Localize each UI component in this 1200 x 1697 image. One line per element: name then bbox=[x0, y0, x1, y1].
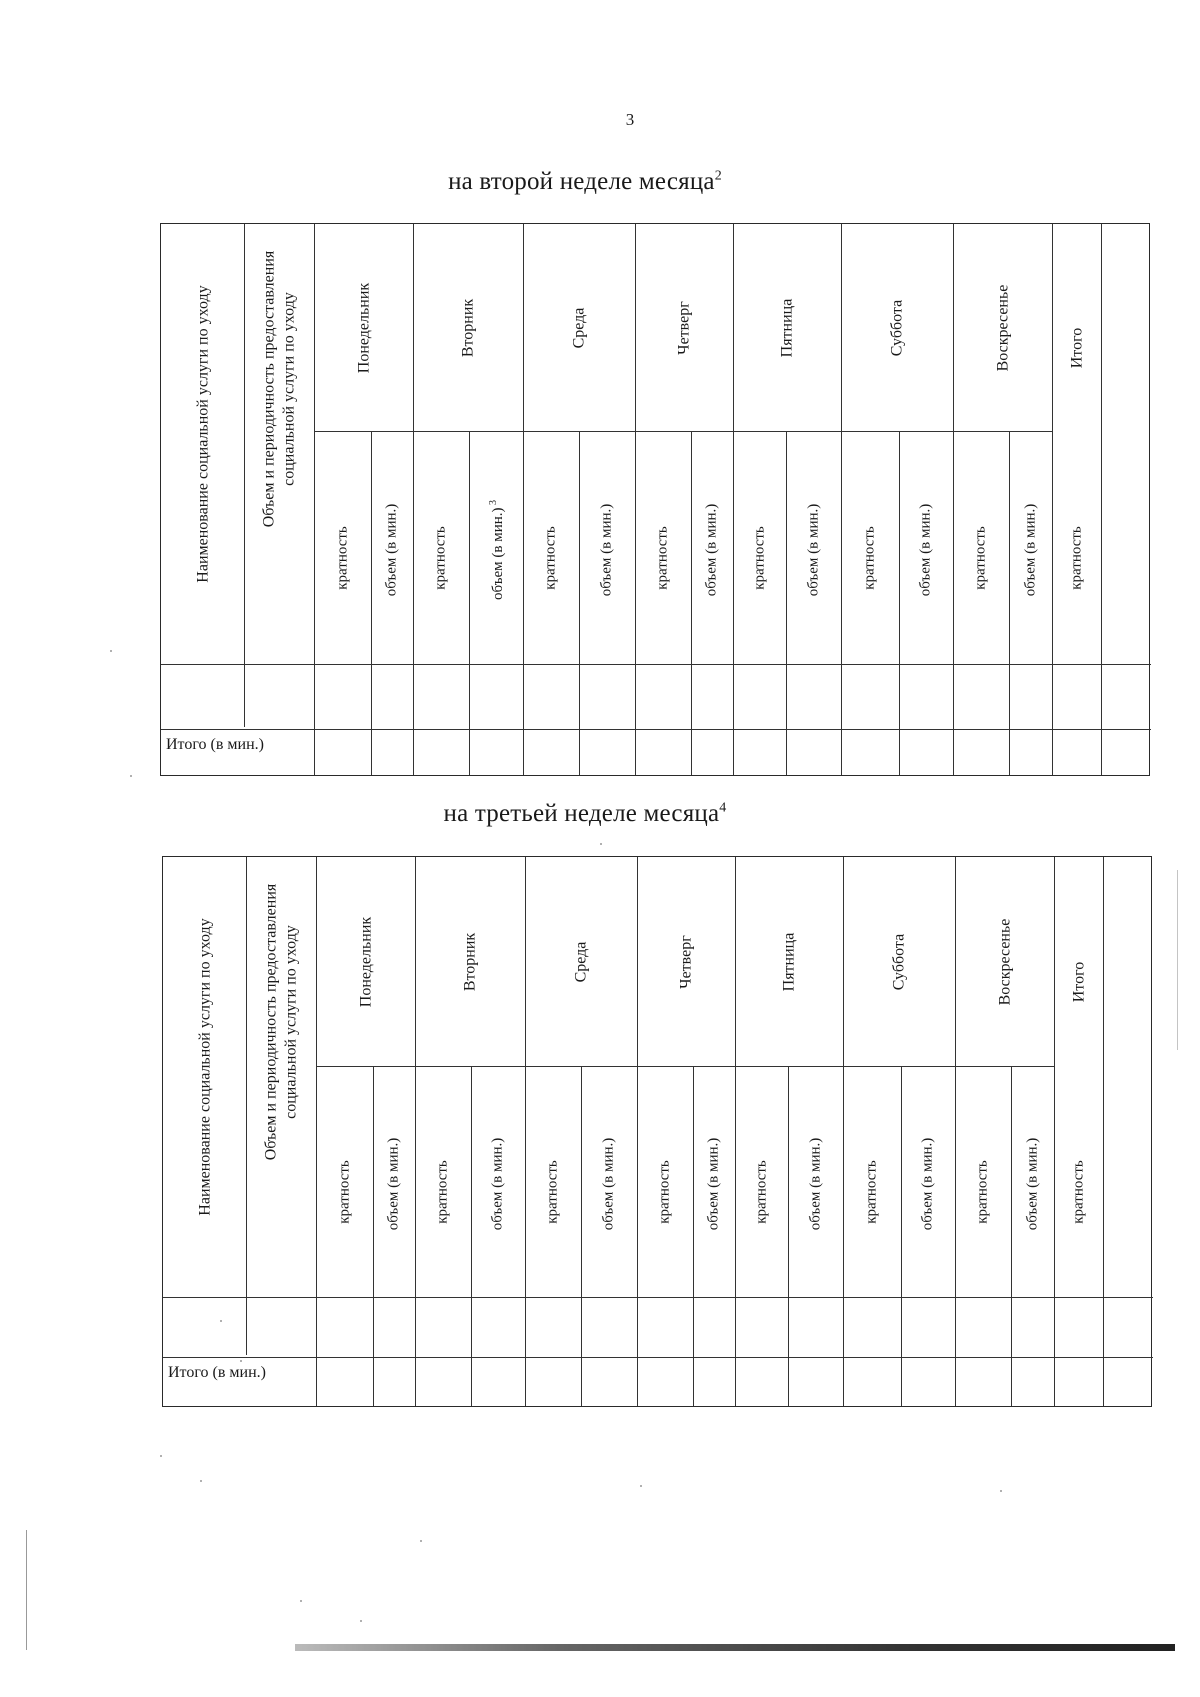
page-number: 3 bbox=[625, 110, 635, 129]
grid-line-horizontal bbox=[161, 664, 1151, 665]
subheader-frequency: кратность bbox=[542, 525, 559, 590]
grid-line-vertical bbox=[637, 857, 638, 1406]
scan-speck bbox=[220, 1320, 222, 1322]
subheader-frequency: кратность bbox=[861, 525, 878, 590]
total-row-label: Итого (в мин.) bbox=[168, 1364, 266, 1381]
subheader-volume-minutes: объем (в мин.) bbox=[805, 503, 821, 596]
grid-line-vertical bbox=[525, 857, 526, 1406]
grid-line-horizontal bbox=[161, 729, 1151, 730]
subheader-frequency: кратность bbox=[336, 1159, 352, 1224]
grid-line-vertical bbox=[1101, 224, 1102, 775]
grid-line-vertical bbox=[371, 431, 372, 775]
grid-line-vertical bbox=[316, 857, 317, 1406]
grid-line-vertical bbox=[1103, 857, 1104, 1406]
subheader-volume-minutes: объем (в мин.) bbox=[600, 1137, 617, 1230]
grid-line-vertical bbox=[733, 224, 734, 775]
subheader-volume-minutes: объем (в мин.) bbox=[489, 1137, 506, 1230]
section-title-week-3 bbox=[0, 800, 1170, 828]
scan-speck bbox=[300, 1600, 302, 1602]
header-total: Итого bbox=[1070, 961, 1087, 1002]
subheader-total-frequency: кратность bbox=[1068, 525, 1084, 590]
grid-line-vertical bbox=[843, 857, 844, 1406]
subheader-frequency: кратность bbox=[654, 525, 671, 590]
subheader-volume-minutes: объем (в мин.) bbox=[807, 1137, 823, 1230]
subheader-frequency: кратность bbox=[434, 1159, 451, 1224]
grid-line-vertical bbox=[953, 224, 954, 775]
grid-line-horizontal bbox=[163, 1357, 1153, 1358]
scan-speck bbox=[240, 1360, 242, 1362]
scan-speck bbox=[160, 1455, 162, 1457]
subheader-frequency: кратность bbox=[656, 1159, 673, 1224]
subheader-volume-minutes: объем (в мин.) bbox=[705, 1137, 722, 1230]
subheader-volume-minutes: объем (в мин.) $^3$ bbox=[488, 499, 506, 600]
subheader-frequency: кратность bbox=[544, 1159, 561, 1224]
header-day: Понедельник bbox=[355, 282, 372, 373]
grid-line-horizontal bbox=[314, 431, 1052, 432]
subheader-frequency: кратность bbox=[753, 1159, 769, 1224]
scan-edge-bar bbox=[295, 1644, 1175, 1651]
section-title-text: на второй неделе месяца bbox=[448, 168, 715, 195]
grid-line-vertical bbox=[469, 431, 470, 775]
grid-line-vertical bbox=[1052, 224, 1053, 775]
header-volume-periodicity-line1: Объем и периодичность предоставления bbox=[260, 250, 278, 528]
total-row-label: Итого (в мин.) bbox=[166, 736, 264, 753]
scan-speck bbox=[360, 1620, 362, 1622]
header-day: Суббота bbox=[890, 933, 908, 990]
header-day: Понедельник bbox=[357, 916, 374, 1007]
subheader-frequency: кратность bbox=[334, 525, 350, 590]
grid-line-vertical bbox=[955, 857, 956, 1406]
grid-line-vertical bbox=[901, 1066, 902, 1406]
schedule-table-week-3 bbox=[162, 856, 1152, 1407]
footnote-mark: 2 bbox=[714, 168, 722, 184]
header-day: Среда bbox=[570, 307, 588, 348]
header-day: Вторник bbox=[459, 298, 477, 357]
scan-speck bbox=[600, 843, 602, 845]
scan-speck bbox=[200, 1480, 202, 1482]
header-day: Пятница bbox=[780, 932, 798, 991]
grid-line-vertical bbox=[786, 431, 787, 775]
grid-line-vertical bbox=[899, 431, 900, 775]
grid-line-vertical bbox=[635, 224, 636, 775]
grid-line-vertical bbox=[1009, 431, 1010, 775]
scan-speck bbox=[1000, 1490, 1002, 1492]
header-volume-periodicity-line2: социальной услуги по уходу bbox=[282, 925, 300, 1119]
subheader-volume-minutes: объем (в мин.) bbox=[385, 1137, 402, 1230]
header-day: Четверг bbox=[677, 934, 695, 989]
header-service-name: Наименование социальной услуги по уходу bbox=[196, 918, 213, 1216]
scan-speck bbox=[640, 1485, 642, 1487]
header-total: Итого bbox=[1068, 327, 1085, 368]
grid-line-vertical bbox=[735, 857, 736, 1406]
subheader-volume-minutes: объем (в мин.) bbox=[383, 503, 400, 596]
subheader-volume-minutes: объем (в мин.) bbox=[919, 1137, 936, 1230]
subheader-volume-minutes: объем (в мин.) bbox=[1022, 503, 1038, 596]
subheader-volume-minutes: объем (в мин.) bbox=[917, 503, 934, 596]
header-volume-periodicity-line2: социальной услуги по уходу bbox=[280, 292, 298, 486]
subheader-frequency: кратность bbox=[432, 525, 449, 590]
footnote-mark: 4 bbox=[719, 800, 727, 816]
header-day: Вторник bbox=[461, 932, 479, 991]
footnote-mark: 3 bbox=[488, 499, 499, 507]
grid-line-horizontal bbox=[316, 1066, 1054, 1067]
grid-line-horizontal bbox=[163, 1297, 1153, 1298]
header-day: Среда bbox=[572, 941, 590, 982]
header-day: Пятница bbox=[778, 298, 796, 357]
schedule-table-week-2 bbox=[160, 223, 1150, 776]
grid-line-vertical bbox=[413, 224, 414, 775]
grid-line-vertical bbox=[244, 224, 245, 727]
scan-speck bbox=[130, 775, 132, 777]
grid-line-vertical bbox=[471, 1066, 472, 1406]
scan-edge-line bbox=[26, 1530, 27, 1650]
section-title-text: на третьей неделе месяца bbox=[443, 800, 720, 827]
scan-speck bbox=[420, 1540, 422, 1542]
subheader-frequency: кратность bbox=[751, 525, 767, 590]
subheader-volume-minutes: объем (в мин.) bbox=[703, 503, 720, 596]
grid-line-vertical bbox=[373, 1066, 374, 1406]
grid-line-vertical bbox=[788, 1066, 789, 1406]
scan-edge-line-right bbox=[1177, 870, 1178, 1050]
header-volume-periodicity-line1: Объем и периодичность предоставления bbox=[262, 883, 280, 1161]
scan-speck bbox=[110, 650, 112, 652]
subheader-frequency: кратность bbox=[972, 525, 989, 590]
subheader-volume-minutes: объем (в мин.) bbox=[1024, 1137, 1040, 1230]
header-day: Четверг bbox=[675, 300, 693, 355]
grid-line-vertical bbox=[581, 1066, 582, 1406]
subheader-frequency: кратность bbox=[863, 1159, 880, 1224]
grid-line-vertical bbox=[1011, 1066, 1012, 1406]
grid-line-vertical bbox=[693, 1066, 694, 1406]
subheader-volume-minutes: объем (в мин.) bbox=[598, 503, 615, 596]
grid-line-vertical bbox=[314, 224, 315, 775]
grid-line-vertical bbox=[246, 857, 247, 1355]
header-day: Воскресенье bbox=[994, 284, 1011, 371]
grid-line-vertical bbox=[841, 224, 842, 775]
header-service-name: Наименование социальной услуги по уходу bbox=[194, 285, 211, 583]
subheader-frequency: кратность bbox=[974, 1159, 991, 1224]
section-title-week-2 bbox=[0, 168, 1170, 196]
subheader-total-frequency: кратность bbox=[1070, 1159, 1086, 1224]
header-day: Суббота bbox=[888, 299, 906, 356]
grid-line-vertical bbox=[691, 431, 692, 775]
grid-line-vertical bbox=[523, 224, 524, 775]
grid-line-vertical bbox=[1054, 857, 1055, 1406]
header-day: Воскресенье bbox=[996, 918, 1013, 1005]
grid-line-vertical bbox=[579, 431, 580, 775]
grid-line-vertical bbox=[415, 857, 416, 1406]
